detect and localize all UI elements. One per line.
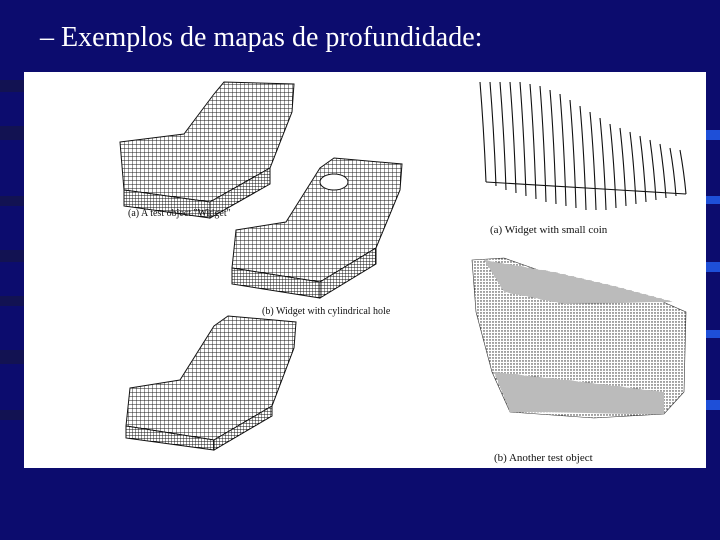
- decorative-bar: [0, 410, 24, 420]
- widget-mesh-c: [126, 316, 296, 450]
- decorative-bar: [0, 80, 24, 92]
- caption-coin-widget: (a) Widget with small coin: [490, 224, 608, 236]
- decorative-bar: [706, 330, 720, 338]
- widget-mesh-a: [120, 82, 294, 218]
- caption-widget-a: (a) A test object "Widget": [128, 208, 231, 219]
- caption-widget-b: (b) Widget with cylindrical hole: [262, 306, 391, 317]
- depth-map-figure-right: [414, 72, 706, 468]
- decorative-bar: [0, 250, 24, 262]
- decorative-bar: [706, 400, 720, 410]
- test-object-point-cloud: [472, 258, 686, 418]
- depth-map-figure-left: [24, 72, 414, 468]
- decorative-bar: [0, 296, 24, 306]
- decorative-bar: [706, 196, 720, 204]
- decorative-bar: [0, 196, 24, 206]
- decorative-bar: [706, 130, 720, 140]
- decorative-bar: [706, 262, 720, 272]
- decorative-bar: [0, 350, 24, 364]
- decorative-bar: [0, 126, 24, 140]
- depth-map-illustrations-left: [24, 72, 414, 468]
- caption-another-object: (b) Another test object: [494, 452, 593, 464]
- coin-widget-stripes: [480, 82, 686, 210]
- slide-title: – Exemplos de mapas de profundidade:: [40, 22, 483, 53]
- depth-map-illustrations-right: [414, 72, 706, 468]
